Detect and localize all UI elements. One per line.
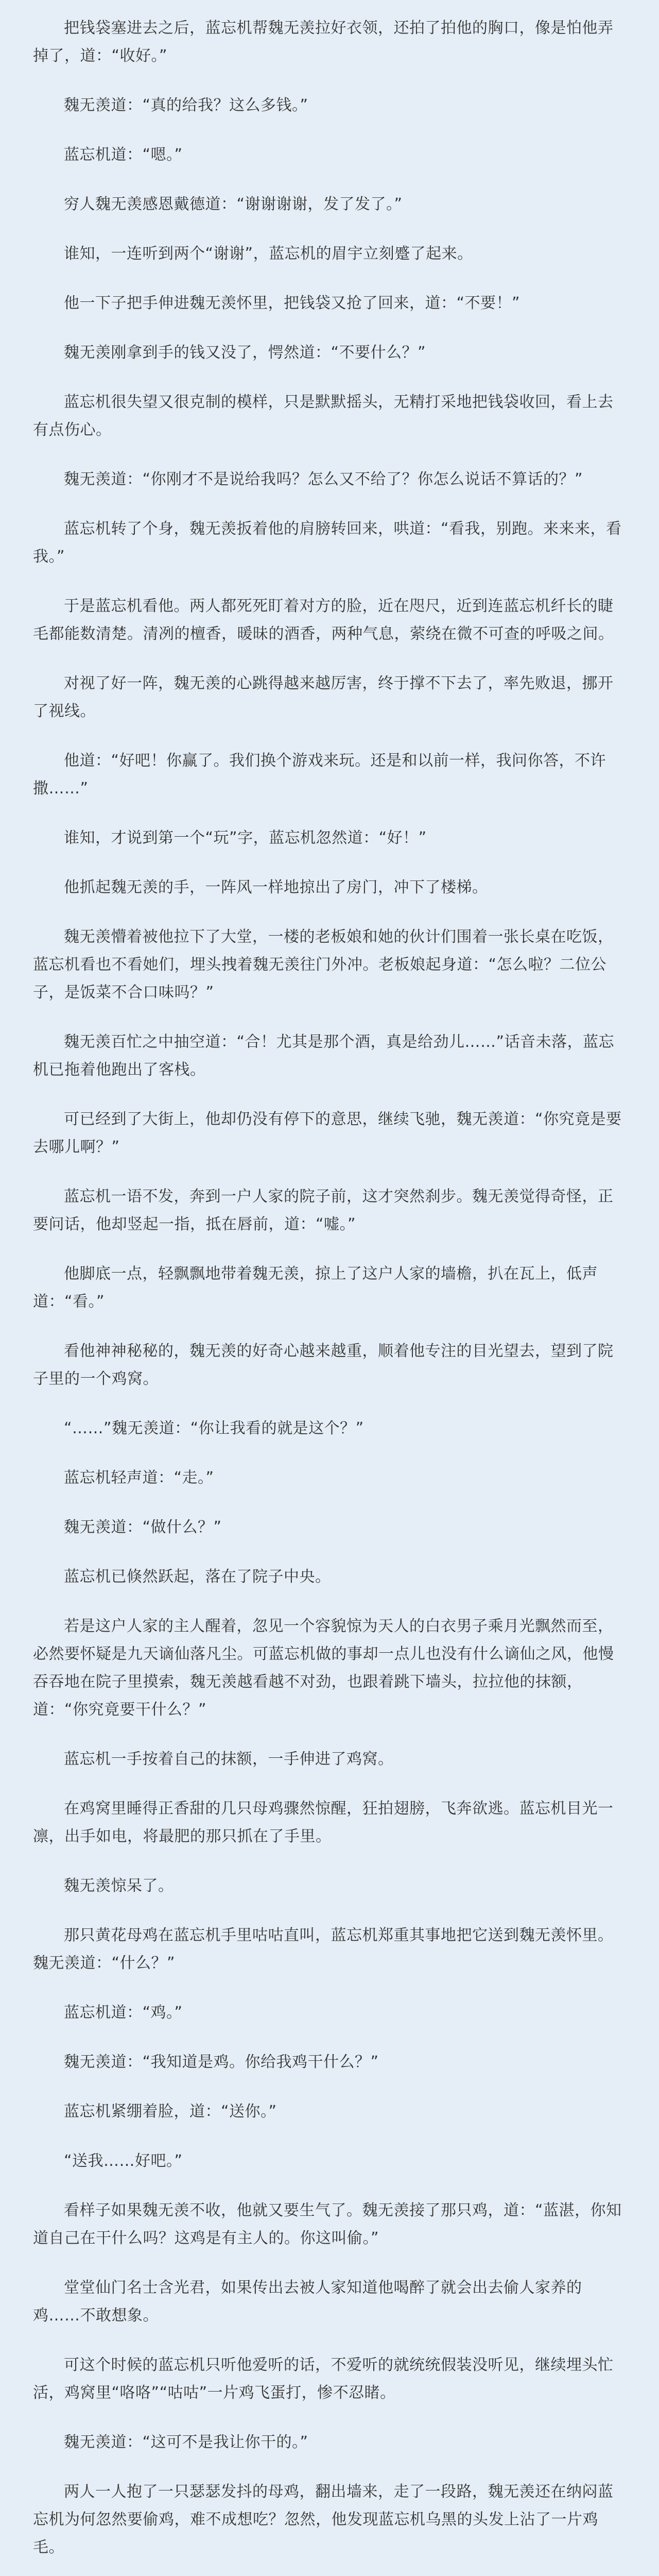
chapter-paragraph: 蓝忘机一语不发，奔到一户人家的院子前，这才突然刹步。魏无羡觉得奇怪，正要问话，他却竖起一指，抵在唇前，道：“嘘。”	[33, 1188, 614, 1233]
chapter-paragraph: 蓝忘机很失望又很克制的模样，只是默默摇头，无精打采地把钱袋收回，看上去有点伤心。	[33, 393, 614, 439]
chapter-paragraph: 堂堂仙门名士含光君，如果传出去被人家知道他喝醉了就会出去偷人家养的鸡……不敢想象。	[33, 2279, 582, 2325]
chapter-paragraph: 对视了好一阵，魏无羡的心跳得越来越厉害，终于撑不下去了，率先败退，挪开了视线。	[33, 674, 614, 720]
chapter-paragraph: 蓝忘机转了个身，魏无羡扳着他的肩膀转回来，哄道：“看我，别跑。来来来，看我。”	[33, 520, 622, 566]
chapter-paragraph: 看样子如果魏无羡不收，他就又要生气了。魏无羡接了那只鸡，道：“蓝湛，你知道自己在干什么吗？这鸡是有主人的。你这叫偷。”	[33, 2201, 622, 2247]
chapter-paragraph: 他抓起魏无羡的手，一阵风一样地掠出了房门，冲下了楼梯。	[64, 878, 488, 896]
chapter-paragraph: 蓝忘机轻声道：“走。”	[64, 1469, 214, 1487]
chapter-paragraph: 蓝忘机一手按着自己的抹额，一手伸进了鸡窝。	[64, 1750, 394, 1768]
chapter-paragraph: 于是蓝忘机看他。两人都死死盯着对方的脸，近在咫尺，近到连蓝忘机纤长的睫毛都能数清楚。清冽的檀香，暖昧的酒香，两种气息，萦绕在微不可查的呼吸之间。	[33, 597, 614, 643]
chapter-paragraph: 蓝忘机紧绷着脸，道：“送你。”	[64, 2103, 277, 2121]
chapter-paragraph: 穷人魏无羡感恩戴德道：“谢谢谢谢，发了发了。”	[64, 195, 403, 213]
chapter-paragraph: 魏无羡道：“这可不是我让你干的。”	[64, 2433, 308, 2451]
chapter-paragraph: 魏无羡道：“你刚才不是说给我吗？怎么又不给了？你怎么说话不算话的？”	[64, 470, 583, 488]
chapter-paragraph: 蓝忘机道：“嗯。”	[64, 146, 183, 164]
chapter-paragraph: 谁知，才说到第一个“玩”字，蓝忘机忽然道：“好！”	[64, 829, 427, 847]
chapter-paragraph: “……”魏无羡道：“你让我看的就是这个？”	[64, 1419, 364, 1437]
chapter-paragraph: 他道：“好吧！你赢了。我们换个游戏来玩。还是和以前一样，我问你答，不许撒……”	[33, 752, 606, 798]
chapter-paragraph: 魏无羡道：“做什么？”	[64, 1518, 222, 1536]
chapter-paragraph: 可已经到了大街上，他却仍没有停下的意思，继续飞驰，魏无羡道：“你究竟是要去哪儿啊？”	[33, 1110, 622, 1156]
chapter-paragraph: 魏无羡道：“我知道是鸡。你给我鸡干什么？”	[64, 2053, 379, 2071]
chapter-paragraph: 魏无羡道：“真的给我？这么多钱。”	[64, 96, 308, 114]
chapter-body	[33, 14, 626, 2576]
chapter-paragraph: 谁知，一连听到两个“谢谢”，蓝忘机的眉宇立刻蹙了起来。	[64, 245, 473, 263]
chapter-paragraph: 两人一人抱了一只瑟瑟发抖的母鸡，翻出墙来，走了一段路，魏无羡还在纳闷蓝忘机为何忽然要偷鸡，难不成想吃？忽然，他发现蓝忘机乌黑的头发上沾了一片鸡毛。	[33, 2483, 614, 2556]
chapter-paragraph: 可这个时候的蓝忘机只听他爱听的话，不爱听的就统统假装没听见，继续埋头忙活，鸡窝里“咯咯”“咕咕”一片鸡飞蛋打，惨不忍睹。	[33, 2356, 614, 2402]
chapter-paragraph: 看他神神秘秘的，魏无羡的好奇心越来越重，顺着他专注的目光望去，望到了院子里的一个鸡窝。	[33, 1342, 614, 1388]
chapter-paragraph: 他一下子把手伸进魏无羡怀里，把钱袋又抢了回来，道：“不要！”	[64, 294, 521, 312]
chapter-paragraph: 魏无羡懵着被他拉下了大堂，一楼的老板娘和她的伙计们围着一张长桌在吃饭，蓝忘机看也不看她们，埋头拽着魏无羡往门外冲。老板娘起身道：“怎么啦？二位公子，是饭菜不合口味吗？”	[33, 928, 614, 1002]
chapter-paragraph: 魏无羡刚拿到手的钱又没了，愕然道：“不要什么？”	[64, 344, 426, 362]
chapter-paragraph: 那只黄花母鸡在蓝忘机手里咕咕直叫，蓝忘机郑重其事地把它送到魏无羡怀里。魏无羡道：“什么？”	[33, 1926, 614, 1972]
chapter-paragraph: 蓝忘机道：“鸡。”	[64, 2004, 183, 2022]
chapter-paragraph: 把钱袋塞进去之后，蓝忘机帮魏无羡拉好衣领，还拍了拍他的胸口，像是怕他弄掉了，道：“收好。”	[33, 19, 614, 65]
chapter-paragraph: 魏无羡百忙之中抽空道：“合！尤其是那个酒，真是给劲儿……”话音未落，蓝忘机已拖着他跑出了客栈。	[33, 1033, 615, 1079]
chapter-paragraph: “送我……好吧。”	[64, 2152, 183, 2170]
chapter-paragraph: 他脚底一点，轻飘飘地带着魏无羡，掠上了这户人家的墙檐，扒在瓦上，低声道：“看。”	[33, 1265, 598, 1311]
chapter-paragraph: 蓝忘机已倏然跃起，落在了院子中央。	[64, 1568, 331, 1586]
chapter-paragraph: 若是这户人家的主人醒着，忽见一个容貌惊为天人的白衣男子乘月光飘然而至，必然要怀疑是九天谪仙落凡尘。可蓝忘机做的事却一点儿也没有什么谪仙之风，他慢吞吞地在院子里摸索，魏无羡越看越不对劲，也跟着跳下墙头，拉拉他的抹额，道：“你究竟要干什么？”	[33, 1617, 614, 1719]
chapter-paragraph: 在鸡窝里睡得正香甜的几只母鸡骤然惊醒，狂拍翅膀，飞奔欲逃。蓝忘机目光一凛，出手如电，将最肥的那只抓在了手里。	[33, 1800, 614, 1845]
chapter-paragraph: 魏无羡惊呆了。	[64, 1877, 174, 1895]
